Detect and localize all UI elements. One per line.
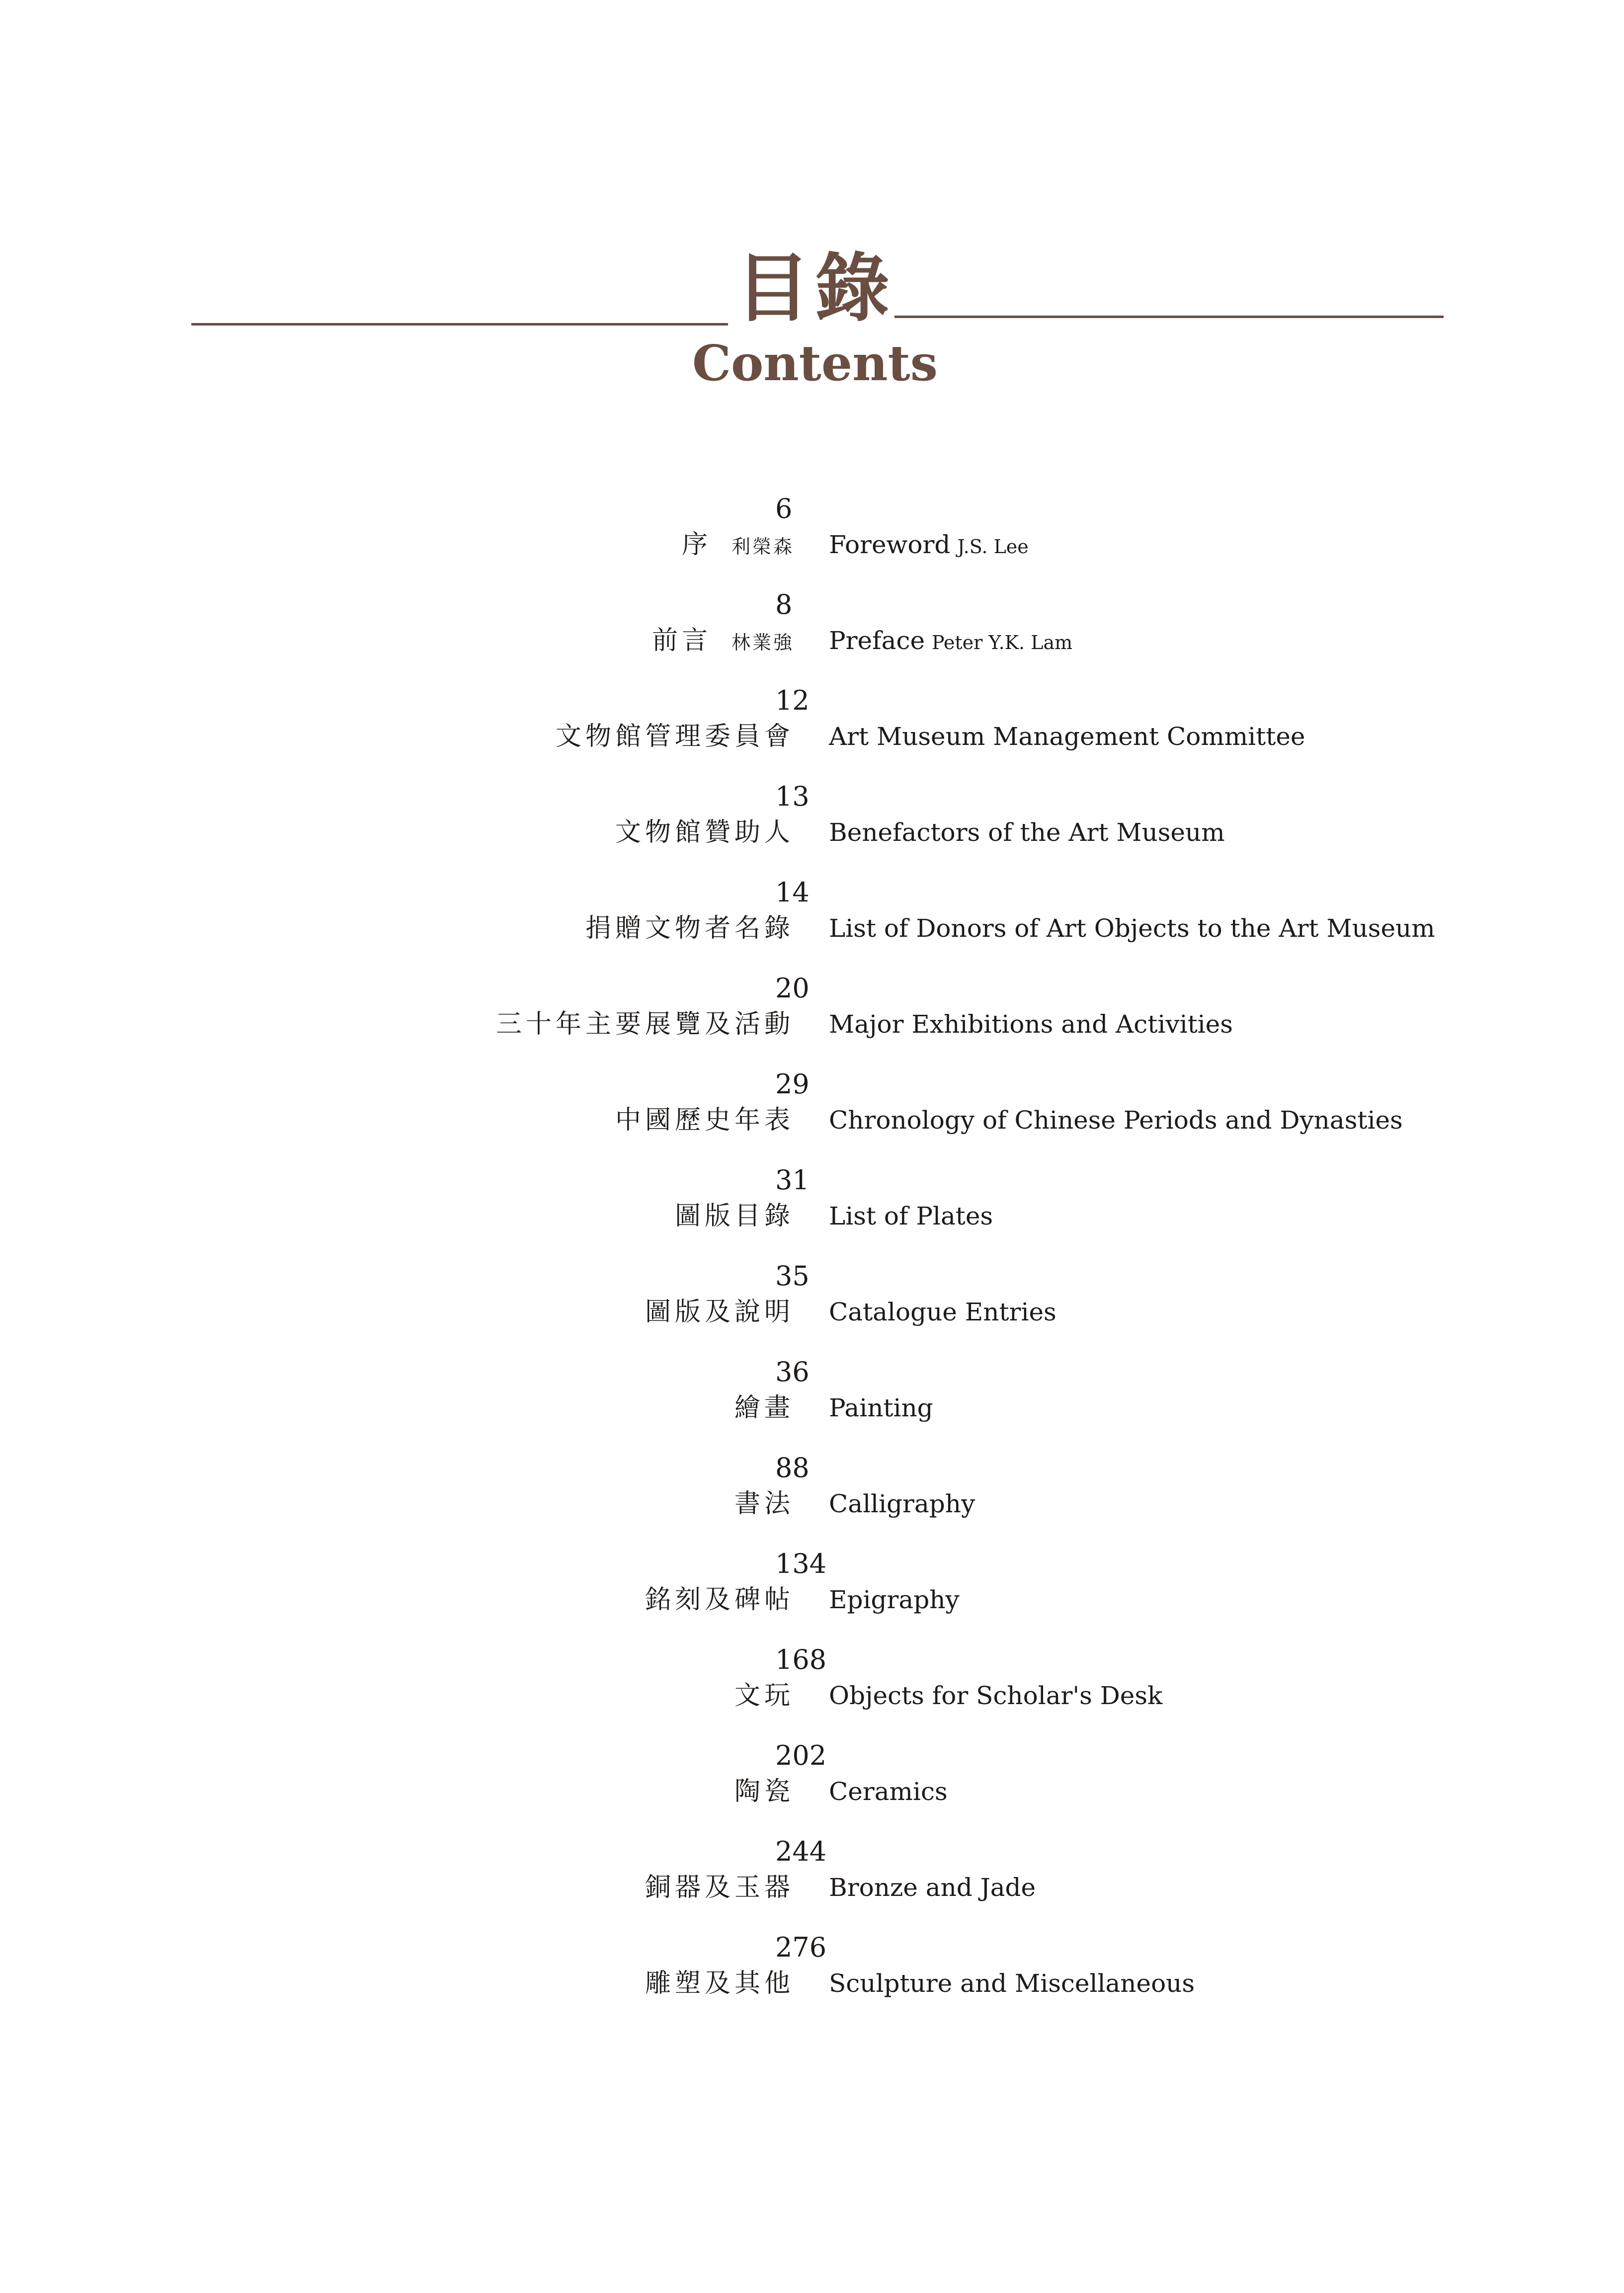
toc-title-english-text: Preface [829,626,925,655]
toc-title-english: Sculpture and Miscellaneous [829,1969,1195,1998]
title-english: Contents [692,335,938,392]
toc-title-chinese [652,624,794,659]
toc-page-number: 88 [775,1452,810,1483]
toc-title-chinese: 銅器及玉器 [645,1873,794,1902]
toc-title-english: Major Exhibitions and Activities [829,1010,1233,1039]
toc-entry-ceramics[interactable] [0,1739,1624,1835]
toc-page-number: 202 [775,1740,827,1771]
toc-title-chinese: 繪畫 [734,1393,794,1423]
toc-title-chinese: 書法 [734,1489,794,1519]
toc-entry-donors[interactable] [0,876,1624,972]
toc-entry-epigraphy[interactable] [0,1547,1624,1643]
toc-entry-exhibitions[interactable] [0,972,1624,1067]
toc-entry-list-of-plates[interactable] [0,1163,1624,1259]
toc-title-english: Bronze and Jade [829,1873,1036,1902]
toc-title-chinese-text: 序 [681,530,712,560]
toc-entry-preface[interactable] [0,588,1624,684]
title-chinese: 目錄 [735,245,895,332]
toc-author-chinese: 林業強 [731,632,794,654]
toc-title-english [829,528,1029,564]
toc-title-english: Calligraphy [829,1489,975,1518]
toc-entry-foreword[interactable] [0,492,1624,588]
toc-title-chinese: 雕塑及其他 [645,1968,794,1998]
toc-page-number: 14 [775,877,810,908]
toc-page-number: 276 [775,1932,827,1963]
toc-page-number: 8 [775,589,793,620]
toc-author-chinese: 利榮森 [731,536,794,558]
toc-title-chinese: 陶瓷 [734,1777,794,1806]
toc-title-english: List of Plates [829,1202,993,1230]
toc-title-chinese: 捐贈文物者名錄 [585,913,794,943]
toc-page-number: 6 [775,493,793,524]
toc-page-number: 20 [775,973,810,1004]
toc-page-number: 12 [775,685,810,716]
toc-entry-scholars-desk[interactable] [0,1643,1624,1739]
toc-page-number: 244 [775,1836,827,1867]
toc-title-chinese-text: 前言 [651,626,712,655]
toc-title-chinese: 文物館管理委員會 [555,722,794,751]
toc-title-chinese: 圖版及說明 [645,1297,794,1327]
toc-title-english: Epigraphy [829,1585,960,1614]
toc-title-english: Objects for Scholar's Desk [829,1681,1163,1710]
toc-entry-chronology[interactable] [0,1067,1624,1163]
toc-page-number: 13 [775,781,810,812]
header-rule-left [191,323,728,326]
toc-entry-bronze-and-jade[interactable] [0,1835,1624,1931]
toc-page-number: 168 [775,1644,827,1675]
toc-page-number: 31 [775,1164,810,1196]
toc-title-chinese [682,528,794,564]
toc-title-chinese: 中國歷史年表 [615,1105,794,1135]
toc-page-number: 36 [775,1356,810,1388]
toc-entry-sculpture[interactable] [0,1931,1624,2027]
toc-title-chinese: 銘刻及碑帖 [645,1585,794,1615]
toc-title-english: Benefactors of the Art Museum [829,818,1225,847]
toc-title-english [829,624,1072,659]
toc-author-english: Peter Y.K. Lam [932,632,1073,654]
toc-entry-painting[interactable] [0,1355,1624,1451]
toc-title-english: Painting [829,1393,933,1422]
toc-title-chinese: 文物館贊助人 [615,818,794,847]
toc-title-english: Catalogue Entries [829,1298,1056,1326]
toc-entry-calligraphy[interactable] [0,1451,1624,1547]
toc-title-chinese: 文玩 [734,1681,794,1711]
toc-title-english: Chronology of Chinese Periods and Dynasties [829,1106,1403,1135]
toc-entry-management-committee[interactable] [0,684,1624,780]
toc-title-english-text: Foreword [829,530,951,559]
toc-entry-catalogue-entries[interactable] [0,1259,1624,1355]
header-rule-right [894,316,1444,318]
toc-page-number: 35 [775,1260,810,1292]
toc-title-english: Art Museum Management Committee [829,722,1305,751]
toc-page-number: 29 [775,1068,810,1100]
toc-title-english: List of Donors of Art Objects to the Art Museum [829,914,1435,943]
toc-title-english: Ceramics [829,1777,948,1806]
toc-page-number: 134 [775,1548,827,1579]
toc-title-chinese: 三十年主要展覽及活動 [495,1009,794,1039]
contents-header [0,0,1624,408]
toc-author-english: J.S. Lee [957,536,1029,558]
table-of-contents [0,492,1624,2027]
toc-title-chinese: 圖版目錄 [674,1201,794,1231]
toc-entry-benefactors[interactable] [0,780,1624,876]
